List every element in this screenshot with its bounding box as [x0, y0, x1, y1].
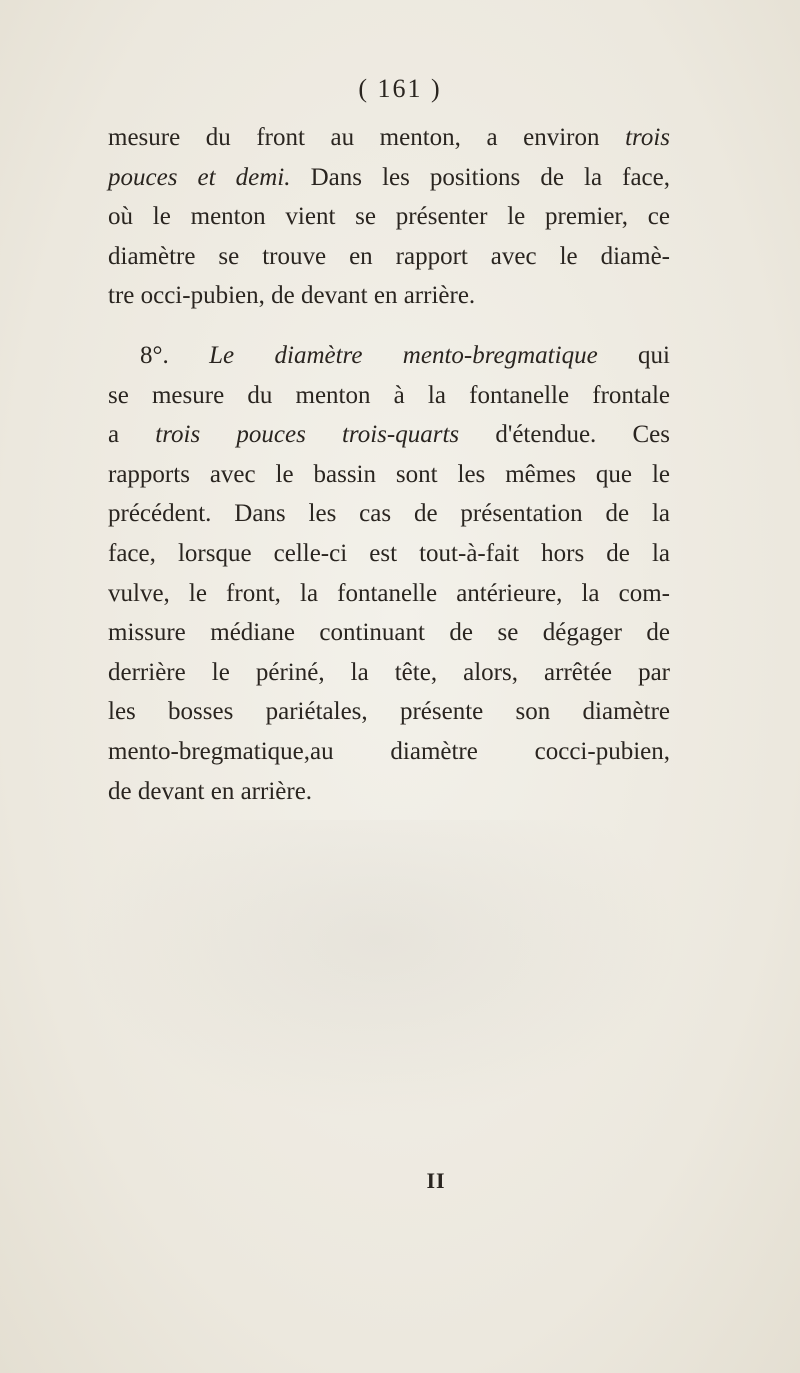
text-run: qui [597, 341, 670, 369]
text-line [108, 732, 670, 772]
text-line [108, 118, 670, 158]
text-line [108, 574, 670, 614]
page-number: ( 161 ) [358, 74, 442, 103]
text-run: vulve, le front, la fontanelle antérieure, la com- [108, 579, 670, 607]
text-line [108, 237, 670, 277]
text-run: où le menton vient se présenter le premier, ce [108, 203, 670, 231]
text-run: se mesure du menton à la fontanelle frontale [108, 381, 670, 409]
text-run: derrière le périné, la tête, alors, arrêtée par [108, 658, 670, 686]
italic-run: trois pouces trois-quarts [155, 421, 460, 449]
text-run: diamètre se trouve en rapport avec le diamè- [108, 242, 670, 270]
text-line [108, 276, 670, 316]
text-line [108, 534, 670, 574]
text-line [108, 772, 670, 812]
paragraph-gap [108, 316, 670, 336]
signature-mark: II [426, 1168, 446, 1193]
paragraph-2 [108, 336, 670, 811]
text-run: mesure du front au menton, a environ [108, 124, 626, 151]
text-run: de devant en arrière. [108, 777, 313, 805]
text-line [108, 336, 670, 376]
text-run: tre occi-pubien, de devant en arrière. [108, 282, 476, 310]
text-run: précédent. Dans les cas de présentation de la [108, 500, 670, 528]
text-line [108, 692, 670, 732]
text-line [108, 455, 670, 495]
text-run: Dans les positions de la face, [290, 163, 670, 191]
text-run: face, lorsque celle-ci est tout-à-fait hors de la [108, 539, 670, 567]
text-line [108, 494, 670, 534]
text-line [108, 653, 670, 693]
text-run: les bosses pariétales, présente son diamètre [108, 698, 670, 726]
italic-run: pouces et demi. [108, 163, 291, 191]
italic-run: trois [625, 124, 670, 151]
text-line [108, 613, 670, 653]
text-run: a [108, 421, 156, 449]
text-line [108, 376, 670, 416]
body-text [108, 118, 670, 811]
paragraph-1 [108, 118, 670, 316]
text-run: rapports avec le bassin sont les mêmes que le [108, 460, 670, 488]
text-run: d'étendue. Ces [459, 421, 670, 449]
text-run: 8°. [140, 341, 210, 369]
text-line [108, 415, 670, 455]
show-through-texture [80, 820, 680, 1120]
text-run: mento-bregmatique,au diamètre cocci-pubien, [108, 737, 670, 765]
text-run: missure médiane continuant de se dégager de [108, 619, 670, 647]
italic-run: Le diamètre mento-bregmatique [209, 341, 598, 369]
text-line [108, 158, 670, 198]
text-line [108, 197, 670, 237]
